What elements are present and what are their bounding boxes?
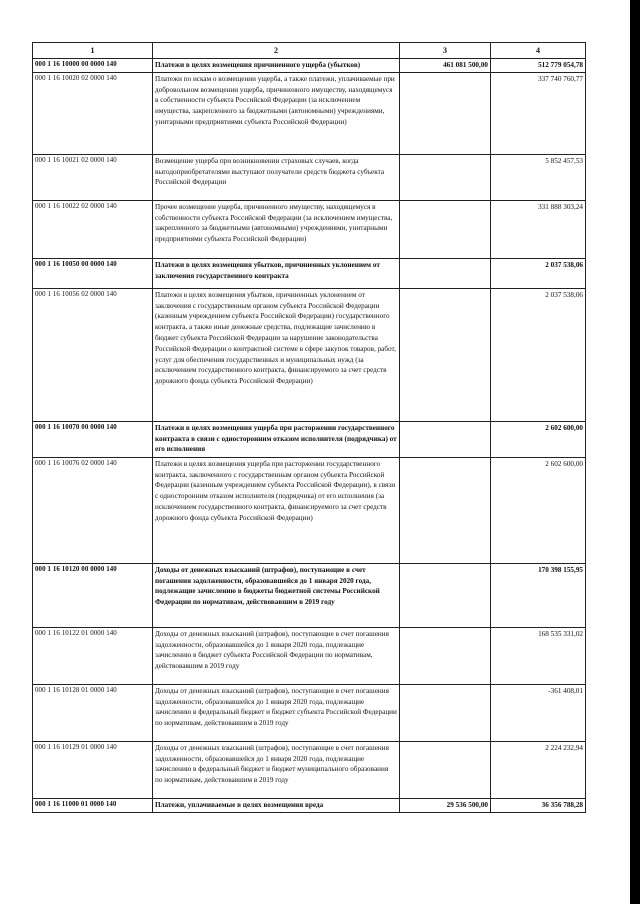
budget-code: 000 1 16 10070 00 0000 140 (33, 421, 153, 457)
plan-amount (400, 421, 491, 457)
budget-code: 000 1 16 10128 01 0000 140 (33, 684, 153, 741)
budget-code: 000 1 16 10129 01 0000 140 (33, 741, 153, 798)
column-header-name: 2 (153, 43, 400, 59)
actual-amount: 5 852 457,53 (491, 154, 586, 200)
item-name: Доходы от денежных взысканий (штрафов), поступающие в счет погашения задолженности, образовавшейся до 1 января 2020 года, подлежащие зачислению в бюджет субъекта Российской Федерации по нормативам, действовавшим в 2019 году (153, 627, 400, 684)
plan-amount (400, 457, 491, 563)
actual-amount: 2 602 600,00 (491, 421, 586, 457)
actual-amount: 512 779 054,78 (491, 59, 586, 73)
item-name: Платежи в целях возмещения причиненного ущерба (убытков) (153, 59, 400, 73)
item-name: Платежи по искам о возмещении ущерба, а также платежи, уплачиваемые при добровольном возмещении ущерба, причиненного имуществу, находящемуся в собственности субъекта Российской Федерации (за исключением имущества, закрепленного за бюджетными (автономными) учреждениями, унитарными предприятиями субъекта Российской Федерации) (153, 72, 400, 154)
item-name: Платежи в целях возмещения ущерба при расторжении государственного контракта, заключенного с государственным органом субъекта Российской Федерации (казенным учреждением субъекта Российской Федерации), в связи с односторонним отказом исполнителя (подрядчика) от его исполнения (за исключением государственного контракта, финансируемого за счет средств дорожного фонда субъекта Российской Федерации) (153, 457, 400, 563)
table-row (33, 59, 586, 73)
actual-amount: 170 398 155,95 (491, 563, 586, 627)
table-row (33, 200, 586, 258)
actual-amount: -361 408,01 (491, 684, 586, 741)
table-row (33, 457, 586, 563)
table-row (33, 421, 586, 457)
table-row (33, 741, 586, 798)
item-name: Платежи в целях возмещения убытков, причиненных уклонением от заключения с государственным органом субъекта Российской Федерации (казенным учреждением субъекта Российской Федерации) государственного контракта, а также иные денежные средства, подлежащие зачислению в бюджет субъекта Российской Федерации за нарушение законодательства Российской Федерации о контрактной системе в сфере закупок товаров, работ, услуг для обеспечения государственных и муниципальных нужд (за исключением государственного контракта, финансируемого за счет средств дорожного фонда субъекта Российской Федерации) (153, 288, 400, 421)
item-name: Платежи в целях возмещения ущерба при расторжении государственного контракта в связи с односторонним отказом исполнителя (подрядчика) от его исполнения (153, 421, 400, 457)
plan-amount (400, 258, 491, 288)
plan-amount: 29 536 500,00 (400, 798, 491, 812)
actual-amount: 337 740 760,77 (491, 72, 586, 154)
item-name: Прочее возмещение ущерба, причиненного имуществу, находящемуся в собственности субъекта Российской Федерации (за исключением имущества, закрепленного за бюджетными (автономными) учреждениями, унитарными предприятиями субъекта Российской Федерации) (153, 200, 400, 258)
table-row (33, 154, 586, 200)
plan-amount (400, 563, 491, 627)
table-row (33, 627, 586, 684)
budget-code: 000 1 16 10022 02 0000 140 (33, 200, 153, 258)
header-row (33, 43, 586, 59)
plan-amount (400, 288, 491, 421)
actual-amount: 2 037 538,06 (491, 288, 586, 421)
budget-code: 000 1 16 10050 00 0000 140 (33, 258, 153, 288)
actual-amount: 2 037 538,06 (491, 258, 586, 288)
item-name: Платежи, уплачиваемые в целях возмещения вреда (153, 798, 400, 812)
budget-code: 000 1 16 10020 02 0000 140 (33, 72, 153, 154)
item-name: Доходы от денежных взысканий (штрафов), поступающие в счет погашения задолженности, образовавшейся до 1 января 2020 года, подлежащие зачислению в бюджеты бюджетной системы Российской Федерации по нормативам, действовавшим в 2019 году (153, 563, 400, 627)
item-name: Возмещение ущерба при возникновении страховых случаев, когда выгодоприобретателями выступают получатели средств бюджета субъекта Российской Федерации (153, 154, 400, 200)
item-name: Доходы от денежных взысканий (штрафов), поступающие в счет погашения задолженности, образовавшейся до 1 января 2020 года, подлежащие зачислению в федеральный бюджет и бюджет муниципального образования по нормативам, действовавшим в 2019 году (153, 741, 400, 798)
plan-amount (400, 200, 491, 258)
plan-amount (400, 627, 491, 684)
table-row (33, 684, 586, 741)
budget-code: 000 1 16 10122 01 0000 140 (33, 627, 153, 684)
revenue-table (32, 42, 586, 813)
plan-amount: 461 081 500,00 (400, 59, 491, 73)
actual-amount: 2 602 600,00 (491, 457, 586, 563)
budget-code: 000 1 16 11000 01 0000 140 (33, 798, 153, 812)
column-header-code: 1 (33, 43, 153, 59)
actual-amount: 36 356 788,28 (491, 798, 586, 812)
budget-code: 000 1 16 10000 00 0000 140 (33, 59, 153, 73)
plan-amount (400, 154, 491, 200)
table-row (33, 258, 586, 288)
item-name: Доходы от денежных взысканий (штрафов), поступающие в счет погашения задолженности, образовавшейся до 1 января 2020 года, подлежащие зачислению в федеральный бюджет и бюджет субъекта Российской Федерации по нормативам, действовавшим в 2019 году (153, 684, 400, 741)
budget-code: 000 1 16 10021 02 0000 140 (33, 154, 153, 200)
table-row (33, 798, 586, 812)
plan-amount (400, 684, 491, 741)
item-name: Платежи в целях возмещения убытков, причиненных уклонением от заключения государственного контракта (153, 258, 400, 288)
column-header-actual: 4 (491, 43, 586, 59)
column-header-plan: 3 (400, 43, 491, 59)
budget-code: 000 1 16 10076 02 0000 140 (33, 457, 153, 563)
plan-amount (400, 72, 491, 154)
actual-amount: 331 888 303,24 (491, 200, 586, 258)
actual-amount: 168 535 331,02 (491, 627, 586, 684)
scan-edge (630, 0, 640, 904)
table-row (33, 563, 586, 627)
budget-code: 000 1 16 10056 02 0000 140 (33, 288, 153, 421)
plan-amount (400, 741, 491, 798)
budget-code: 000 1 16 10120 00 0000 140 (33, 563, 153, 627)
actual-amount: 2 224 232,94 (491, 741, 586, 798)
table-row (33, 72, 586, 154)
table-row (33, 288, 586, 421)
